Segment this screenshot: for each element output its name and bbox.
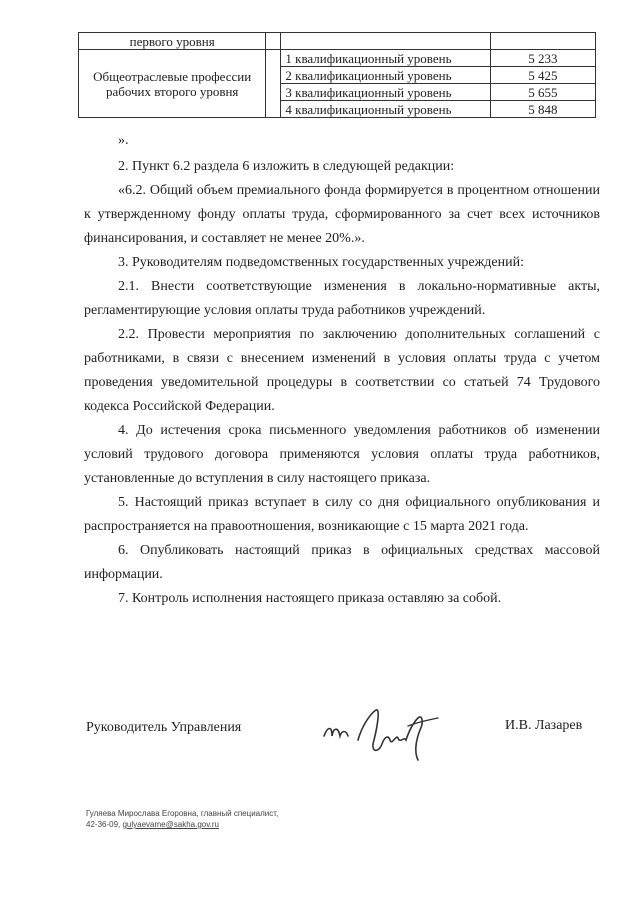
paragraph: «6.2. Общий объем премиального фонда формируется в процентном отношении к утвержденному фонду оплаты труда, сформированного за счет всех источников финансирования, и составляет не менее 20%.».	[84, 183, 600, 246]
executor-name: Гуляева Мирослава Егоровна, главный специалист,	[86, 809, 279, 818]
executor-phone: 42-36-09,	[86, 820, 121, 829]
table-cell-value: 5 655	[490, 84, 595, 101]
paragraph: 2.1. Внести соответствующие изменения в локально-нормативные акты, регламентирующие условия оплаты труда работников учреждений.	[84, 279, 600, 318]
table-cell-group: Общеотраслевые профессии рабочих второго уровня	[79, 50, 266, 118]
paragraph: 7. Контроль исполнения настоящего приказа оставляю за собой.	[118, 591, 502, 606]
table-cell-level: 4 квалификационный уровень	[281, 101, 490, 118]
executor-footer	[86, 808, 278, 830]
table-row	[79, 33, 596, 50]
paragraph: 2. Пункт 6.2 раздела 6 изложить в следующей редакции:	[118, 159, 455, 174]
table-cell-value: 5 425	[490, 67, 595, 84]
order-body	[84, 155, 600, 611]
table-cell-level: 3 квалификационный уровень	[281, 84, 490, 101]
paragraph: 3. Руководителям подведомственных государственных учреждений:	[118, 255, 524, 270]
paragraph: 5. Настоящий приказ вступает в силу со дня официального опубликования и распространяется на правоотношения, возникающие с 15 марта 2021 года.	[84, 495, 600, 534]
table-row	[79, 50, 596, 67]
executor-email[interactable]: gulyaevame@sakha.gov.ru	[122, 820, 219, 829]
table-cell-value: 5 233	[490, 50, 595, 67]
signatory-position: Руководитель Управления	[86, 720, 242, 735]
table-cell-level: 1 квалификационный уровень	[281, 50, 490, 67]
paragraph: 6. Опубликовать настоящий приказ в официальных средствах массовой информации.	[84, 543, 600, 582]
table-cell-level: 2 квалификационный уровень	[281, 67, 490, 84]
closing-quote: ».	[118, 133, 129, 148]
table-cell-group: первого уровня	[79, 33, 266, 50]
table-cell-value	[490, 33, 595, 50]
table-cell-value: 5 848	[490, 101, 595, 118]
table-cell-level	[281, 33, 490, 50]
signatory-name: И.В. Лазарев	[505, 718, 583, 733]
salary-table	[78, 32, 596, 118]
paragraph: 2.2. Провести мероприятия по заключению дополнительных соглашений с работниками, в связи с внесением изменений в условия оплаты труда с учетом проведения уведомительной процедуры в соответствии со статьей 74 Трудового кодекса Российской Федерации.	[84, 327, 600, 414]
handwritten-signature	[318, 696, 448, 766]
paragraph: 4. До истечения срока письменного уведомления работников об изменении условий трудового договора применяются условия оплаты труда работников, установленные до вступления в силу настоящего приказа.	[84, 423, 600, 486]
